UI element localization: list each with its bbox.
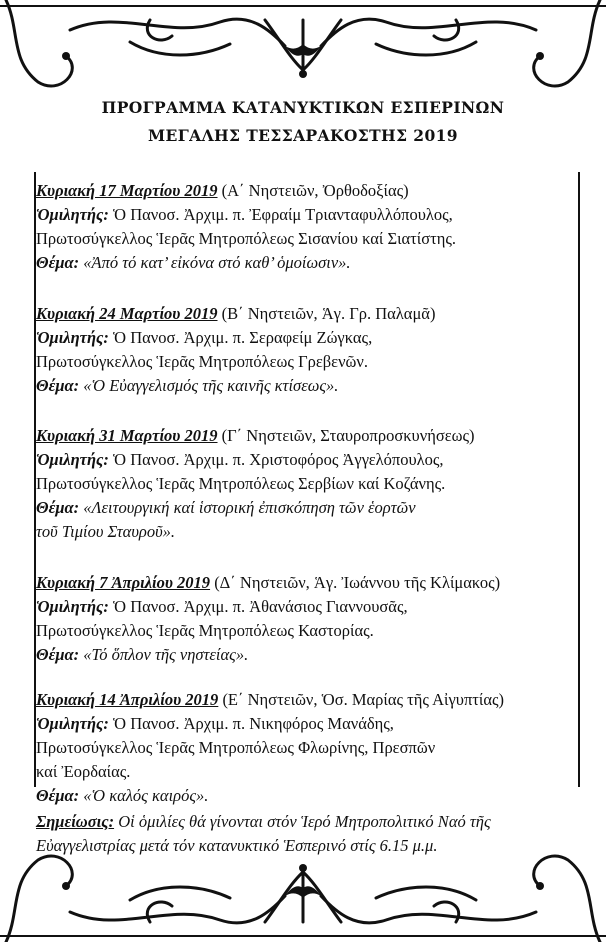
sermon-date: Κυριακή 24 Μαρτίου 2019 [36,304,218,323]
topic-text: «Ὁ Εὐαγγελισμός τῆς καινῆς κτίσεως». [79,376,339,395]
topic-label: Θέμα: [36,498,80,517]
sermon-date: Κυριακή 7 Ἀπριλίου 2019 [36,573,211,592]
topic-text: «Λειτουργική καί ἱστορική ἐπισκόπηση τῶν ἑορτῶν [79,498,416,517]
topic-line [36,643,576,667]
entry-heading [36,571,576,595]
speaker-label: Ὁμιλητής: [36,328,109,347]
note-line [36,810,576,834]
speaker-title: Πρωτοσύγκελλος Ἱερᾶς Μητροπόλεως Καστορίας. [36,621,374,640]
sermon-entry [36,302,576,398]
sermon-entry [36,571,576,667]
topic-label: Θέμα: [36,376,80,395]
topic-line [36,496,576,520]
speaker-label: Ὁμιλητής: [36,597,109,616]
topic-label: Θέμα: [36,786,80,805]
speaker-title: Πρωτοσύγκελλος Ἱερᾶς Μητροπόλεως Σερβίων καί Κοζάνης. [36,474,446,493]
speaker-name: Ὁ Πανοσ. Ἀρχιμ. π. Χριστοφόρος Ἀγγελόπουλος, [108,450,444,469]
speaker-line [36,448,576,472]
speaker-name: Ὁ Πανοσ. Ἀρχιμ. π. Νικηφόρος Μανάδης, [108,714,394,733]
speaker-name: Ὁ Πανοσ. Ἀρχιμ. π. Ἀθανάσιος Γιαννουσᾶς, [108,597,408,616]
speaker-title: Πρωτοσύγκελλος Ἱερᾶς Μητροπόλεως Φλωρίνης, Πρεσπῶν [36,738,436,757]
top-ornament [0,0,606,90]
entry-heading [36,179,576,203]
right-border-line [578,172,580,787]
topic-text: «Ἀπό τό κατ’ εἰκόνα στό καθ’ ὁμοίωσιν». [79,253,351,272]
bottom-ornament [0,832,606,942]
topic-line [36,251,576,275]
sermon-entry [36,179,576,275]
topic-label: Θέμα: [36,253,80,272]
topic-text: «Ὁ καλός καιρός». [79,786,209,805]
speaker-title: Πρωτοσύγκελλος Ἱερᾶς Μητροπόλεως Γρεβενῶν. [36,352,368,371]
topic-label: Θέμα: [36,645,80,664]
program-title-line-2: ΜΕΓΑΛΗΣ ΤΕΣΣΑΡΑΚΟΣΤΗΣ 2019 [147,126,458,145]
speaker-label: Ὁμιλητής: [36,714,109,733]
sunday-occasion: (Ε΄ Νηστειῶν, Ὁσ. Μαρίας τῆς Αἰγυπτίας) [218,690,505,709]
topic-line [36,374,576,398]
sunday-occasion: (Γ΄ Νηστειῶν, Σταυροπροσκυνήσεως) [217,426,475,445]
speaker-line [36,203,576,227]
sermon-date: Κυριακή 31 Μαρτίου 2019 [36,426,218,445]
speaker-line [36,595,576,619]
sermon-date: Κυριακή 17 Μαρτίου 2019 [36,181,218,200]
entry-heading [36,424,576,448]
sunday-occasion: (Δ΄ Νηστειῶν, Ἁγ. Ἰωάννου τῆς Κλίμακος) [210,573,501,592]
entry-heading [36,302,576,326]
speaker-label: Ὁμιλητής: [36,205,109,224]
sermon-date: Κυριακή 14 Ἀπριλίου 2019 [36,690,219,709]
sunday-occasion: (Β΄ Νηστειῶν, Ἁγ. Γρ. Παλαμᾶ) [217,304,436,323]
sermon-entry [36,424,576,544]
program-title-line-1: ΠΡΟΓΡΑΜΜΑ ΚΑΤΑΝΥΚΤΙΚΩΝ ΕΣΠΕΡΙΝΩΝ [101,98,505,117]
topic-line [36,784,576,808]
sermon-entry [36,688,576,808]
note-text: Οἱ ὁμιλίες θά γίνονται στόν Ἱερό Μητροπολιτικό Ναό τῆς [114,812,491,831]
sunday-occasion: (Α΄ Νηστειῶν, Ὀρθοδοξίας) [217,181,409,200]
note-label: Σημείωσις: [36,812,115,831]
speaker-line [36,326,576,350]
entry-heading [36,688,576,712]
topic-text-continued: τοῦ Τιμίου Σταυροῦ». [36,522,176,541]
speaker-name: Ὁ Πανοσ. Ἀρχιμ. π. Σεραφείμ Ζώγκας, [108,328,373,347]
speaker-label: Ὁμιλητής: [36,450,109,469]
speaker-name: Ὁ Πανοσ. Ἀρχιμ. π. Ἐφραίμ Τριανταφυλλόπουλος, [108,205,453,224]
speaker-title: Πρωτοσύγκελλος Ἱερᾶς Μητροπόλεως Σισανίου καί Σιατίστης. [36,229,457,248]
speaker-title-continued: καί Ἐορδαίας. [36,762,131,781]
speaker-line [36,712,576,736]
note-text-continued: Εὐαγγελιστρίας μετά τόν κατανυκτικό Ἑσπερινό στίς 6.15 μ.μ. [36,836,438,855]
topic-text: «Τό ὅπλον τῆς νηστείας». [79,645,249,664]
